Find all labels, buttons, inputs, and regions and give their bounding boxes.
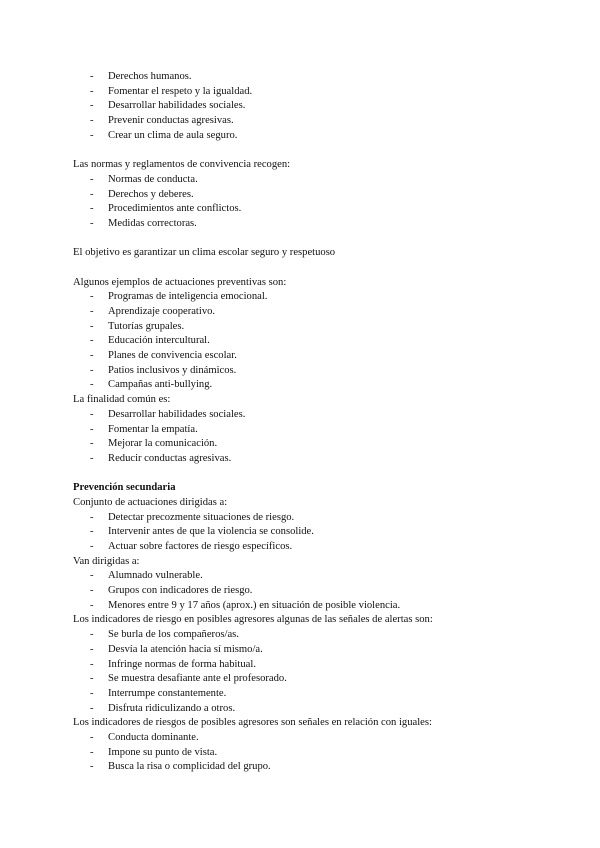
list-item: - Desarrollar habilidades sociales. <box>90 100 246 112</box>
document-body <box>73 70 573 775</box>
paragraph: La finalidad común es: <box>73 394 171 406</box>
paragraph: Algunos ejemplos de actuaciones preventivas son: <box>73 276 287 288</box>
spacer <box>73 232 573 247</box>
list-item: - Actuar sobre factores de riesgo específicos. <box>90 541 293 552</box>
list-item: - Planes de convivencia escolar. <box>90 350 237 362</box>
finalidad-list <box>73 408 573 467</box>
list-item: - Disfruta ridiculizando a otros. <box>90 702 236 714</box>
list-item: - Menores entre 9 y 17 años (aprox.) en situación de posible violencia. <box>90 599 401 611</box>
list-item: - Normas de conducta. <box>90 173 198 185</box>
spacer <box>73 143 573 158</box>
list-item: - Procedimientos ante conflictos. <box>90 203 242 215</box>
section-heading: Prevención secundaria <box>73 482 176 494</box>
spacer <box>73 261 573 276</box>
paragraph: Conjunto de actuaciones dirigidas a: <box>73 496 228 508</box>
list-item: - Se muestra desafiante ante el profesorado. <box>90 673 287 685</box>
ejemplos-list <box>73 290 573 393</box>
list-item: - Intervenir antes de que la violencia se consolide. <box>90 526 314 538</box>
list-item: - Campañas anti-bullying. <box>90 379 213 391</box>
list-item: - Infringe normas de forma habitual. <box>90 658 256 670</box>
list-item: - Medidas correctoras. <box>90 217 197 229</box>
list-item: - Derechos humanos. <box>90 71 192 82</box>
paragraph: El objetivo es garantizar un clima escolar seguro y respetuoso <box>73 247 336 259</box>
paragraph: Van dirigidas a: <box>73 555 140 567</box>
indicadores-list <box>73 628 573 716</box>
values-list <box>73 70 573 143</box>
van-list <box>73 569 573 613</box>
list-item: - Programas de inteligencia emocional. <box>90 291 268 303</box>
list-item: - Grupos con indicadores de riesgo. <box>90 585 253 597</box>
list-item: - Busca la risa o complicidad del grupo. <box>90 761 271 773</box>
list-item: - Detectar precozmente situaciones de riesgo. <box>90 511 295 523</box>
paragraph: Los indicadores de riesgo en posibles agresores algunas de las señales de alertas son: <box>73 614 433 626</box>
list-item: - Crear un clima de aula seguro. <box>90 129 238 141</box>
list-item: - Desvía la atención hacia sí mismo/a. <box>90 643 263 655</box>
list-item: - Prevenir conductas agresivas. <box>90 115 234 127</box>
list-item: - Patios inclusivos y dinámicos. <box>90 364 237 376</box>
list-item: - Fomentar el respeto y la igualdad. <box>90 85 253 97</box>
paragraph: Los indicadores de riesgos de posibles agresores son señales en relación con iguales: <box>73 717 432 729</box>
paragraph: Las normas y reglamentos de convivencia recogen: <box>73 159 291 171</box>
list-item: - Conducta dominante. <box>90 731 199 743</box>
list-item: - Alumnado vulnerable. <box>90 570 203 582</box>
list-item: - Mejorar la comunicación. <box>90 438 218 450</box>
conjunto-list <box>73 511 573 555</box>
list-item: - Derechos y deberes. <box>90 188 194 200</box>
spacer <box>73 467 573 482</box>
list-item: - Interrumpe constantemente. <box>90 687 227 699</box>
list-item: - Fomentar la empatía. <box>90 423 198 435</box>
list-item: - Educación intercultural. <box>90 335 210 347</box>
list-item: - Se burla de los compañeros/as. <box>90 629 239 641</box>
list-item: - Impone su punto de vista. <box>90 746 218 758</box>
list-item: - Aprendizaje cooperativo. <box>90 306 216 317</box>
list-item: - Reducir conductas agresivas. <box>90 452 232 464</box>
list-item: - Tutorías grupales. <box>90 320 185 332</box>
normas-list <box>73 173 573 232</box>
iguales-list <box>73 731 573 775</box>
list-item: - Desarrollar habilidades sociales. <box>90 408 246 420</box>
